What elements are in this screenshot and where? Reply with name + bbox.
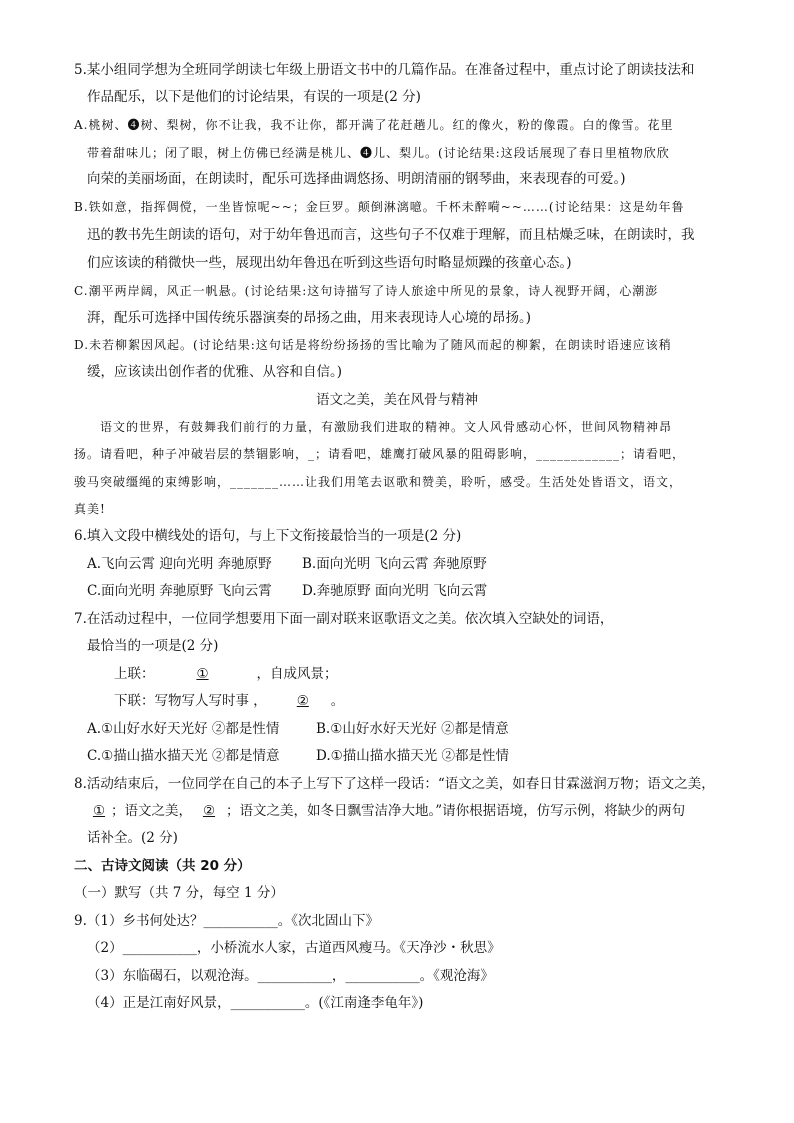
q9-item-3-comma: ， — [331, 968, 346, 984]
q5-stem-line1: 5.某小组同学想为全班同学朗读七年级上册语文书中的几篇作品。在准备过程中，重点讨论了朗读技法和 — [74, 62, 695, 78]
q7-upper-blank: ① — [196, 666, 209, 682]
q7-upper-tail: ，自成风景； — [256, 666, 338, 682]
q9-item-2 — [87, 939, 501, 957]
q7-lower-couplet — [114, 692, 344, 710]
q9-item-2-number: （2） — [87, 940, 123, 956]
q6-stem: 6.填入文段中横线处的语句，与上下文衔接最恰当的一项是(2 分) — [74, 528, 462, 544]
q5-option-b-line1: B.铁如意，指挥倜傥，一坐皆惊呢~~；金巨罗。颠倒淋漓噫。千杯未醉嗬~~……(讨论结果：这是幼年鲁 — [74, 200, 685, 214]
passage-line1: 语文的世界，有鼓舞我们前行的力量，有激励我们进取的精神。文人风骨感动心怀，世间风物精神昂 — [100, 420, 673, 434]
q7-option-d: D.①描山描水描天光 ②都是性情 — [316, 748, 510, 764]
q6-option-c: C.面向光明 奔驰原野 飞向云霄 — [87, 583, 272, 599]
passage-title: 语文之美，美在风骨与精神 — [316, 392, 478, 408]
q9-item-1-source: 。《次北固山下》 — [277, 913, 379, 929]
q7-lower-text: 下联：写物写人写时事 ， — [114, 693, 267, 709]
passage-line3: 骏马突破缰绳的束缚影响，_______……让我们用笔去讴歌和赞美，聆听，感受。生活处处皆语文，语文， — [74, 475, 683, 489]
q9-item-3-blank-b: ___________ — [345, 968, 420, 984]
section-2-title: 二、古诗文阅读（共 20 分） — [74, 858, 251, 874]
q9-item-4 — [87, 994, 423, 1012]
q6-option-d: D.奔驰原野 面向光明 飞向云霄 — [302, 583, 488, 599]
passage-line2: 扬。请看吧，种子冲破岩层的禁锢影响，_；请看吧，雄鹰打破风暴的阻碍影响，____________；请看吧， — [74, 447, 686, 461]
passage-line4: 真美! — [74, 502, 106, 516]
q7-lower-blank: ② — [296, 693, 309, 709]
q6-option-b: B.面向光明 飞向云霄 奔驰原野 — [302, 556, 487, 572]
q9-item-3 — [87, 967, 494, 985]
q9-item-3-prompt: （3）东临碣石，以观沧海。 — [87, 968, 258, 984]
q8-line2-tail: ；语文之美，如冬日飘雪洁净大地。”请你根据语境，仿写示例，将缺少的两句 — [226, 803, 686, 819]
q8-mid-text: ；语文之美， — [111, 803, 192, 819]
q7-option-b: B.①山好水好天光好 ②都是情意 — [316, 721, 509, 737]
q5-option-a-line1: A.桃树、❹树、梨树，你不让我，我不让你，都开满了花赶趟儿。红的像火，粉的像霞。白的像雪。花里 — [74, 118, 674, 132]
q7-upper-label: 上联： — [114, 666, 155, 682]
q7-stem-line2: 最恰当的一项是(2 分) — [87, 638, 219, 654]
q5-option-a-line2: 带着甜味儿；闭了眼，树上仿佛已经满是桃儿、❹儿、梨儿。(讨论结果:这段话展现了春日里植物欣欣 — [87, 146, 670, 160]
q9-item-1 — [74, 912, 379, 930]
q5-option-d-line2: 缓，应该读出创作者的优雅、从容和自信。) — [87, 364, 343, 380]
q9-item-2-text: ，小桥流水人家，古道西风瘦马。《天净沙・秋思》 — [196, 940, 501, 956]
q8-stem-line2 — [87, 802, 685, 820]
q9-item-3-source: 。《观沧海》 — [419, 968, 494, 984]
q5-option-b-line3: 们应该读的稍微快一些，展现出幼年鲁迅在听到这些语句时略显烦躁的孩童心态。) — [87, 255, 572, 271]
q9-item-4-prompt: （4）正是江南好风景， — [87, 995, 231, 1011]
q9-item-4-blank: ___________ — [230, 995, 305, 1011]
q8-stem-line3: 话补全。(2 分) — [87, 830, 178, 846]
q7-stem-line1: 7.在活动过程中，一位同学想要用下面一副对联来讴歌语文之美。依次填入空缺处的词语， — [74, 611, 614, 627]
q9-item-3-blank-a: ___________ — [257, 968, 332, 984]
q7-option-a: A.①山好水好天光好 ②都是性情 — [87, 721, 280, 737]
q5-option-a-line3: 向荣的美丽场面，在朗读时，配乐可选择曲调悠扬、明朗清丽的钢琴曲，来表现春的可爱。) — [87, 171, 626, 187]
q9-item-1-blank: ___________ — [203, 913, 278, 929]
q5-option-b-line2: 迅的教书先生朗读的语句，对于幼年鲁迅而言，这些句子不仅难于理解，而且枯燥乏味，在朗读时，我 — [87, 227, 695, 243]
q5-option-c-line2: 湃，配乐可选择中国传统乐器演奏的昂扬之曲，用来表现诗人心境的昂扬。) — [87, 310, 532, 326]
q5-option-d-line1: D.未若柳絮因风起。(讨论结果:这句话是将纷纷扬扬的雪比喻为了随风而起的柳絮，在朗读时语速应该稍 — [74, 338, 672, 352]
q5-stem-line2: 作品配乐，以下是他们的讨论结果，有误的一项是(2 分) — [87, 89, 421, 105]
q7-option-c: C.①描山描水描天光 ②都是情意 — [87, 748, 280, 764]
q9-item-2-blank: ___________ — [122, 940, 197, 956]
section-2-subtitle: （一）默写（共 7 分，每空 1 分） — [74, 885, 284, 901]
q8-blank-2: ② — [202, 803, 216, 819]
q8-stem-line1: 8.活动结束后，一位同学在自己的本子上写下了这样一段话：“语文之美，如春日甘霖滋润万物；语文之美， — [74, 776, 715, 792]
q6-option-a: A.飞向云霄 迎向光明 奔驰原野 — [87, 556, 272, 572]
q7-upper-couplet — [114, 665, 338, 683]
q9-item-1-prompt: 9.（1）乡书何处达？ — [74, 913, 204, 929]
q7-lower-tail: 。 — [330, 693, 345, 709]
q9-item-4-source: 。(《江南逢李龟年》) — [304, 995, 424, 1011]
q8-blank-1: ① — [92, 803, 106, 819]
q5-option-c-line1: C.潮平两岸阔，风正一帆悬。(讨论结果:这句诗描写了诗人旅途中所见的景象，诗人视野开阔，心潮澎 — [74, 284, 659, 298]
